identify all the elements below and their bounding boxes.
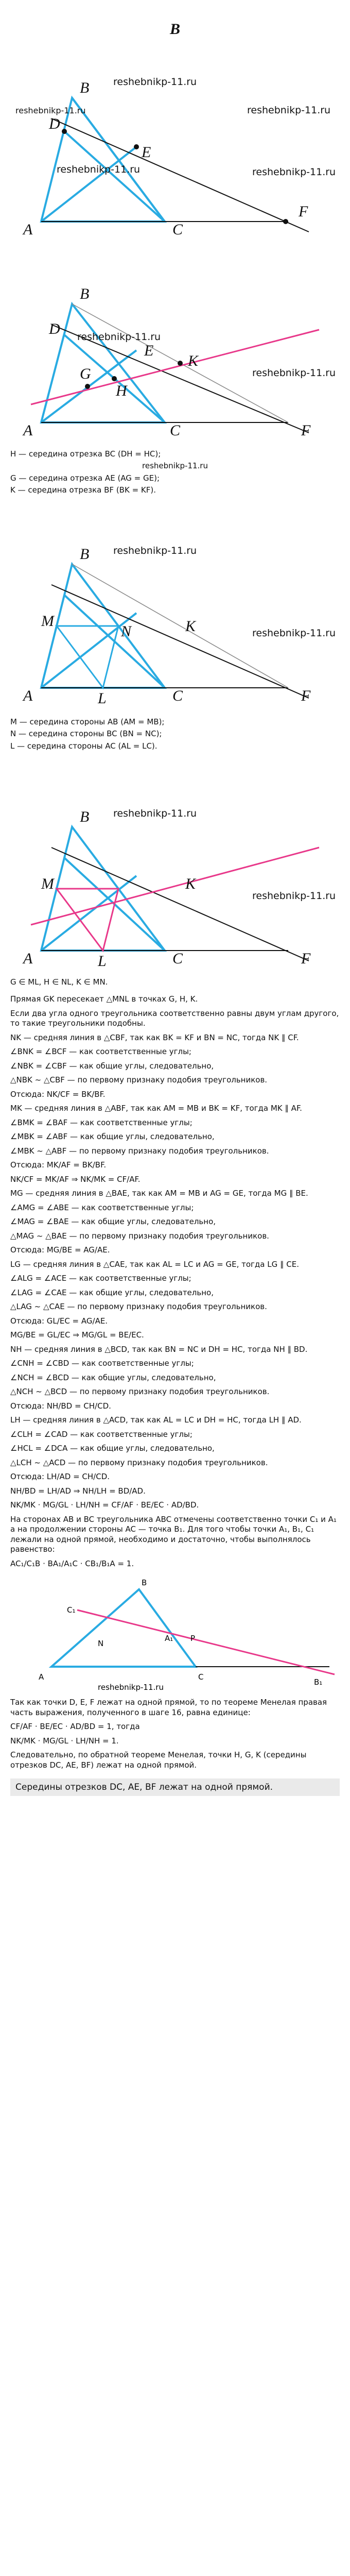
paragraph: CF/AF · BE/EC · AD/BD = 1, тогда — [10, 1722, 140, 1731]
paragraph: Отсюда: NK/CF = BK/BF. — [10, 1089, 106, 1099]
watermark: reshebnikp-11.ru — [247, 105, 331, 116]
paragraph: MG/BE = GL/EC ⇒ MG/GL = BE/EC. — [10, 1330, 144, 1340]
watermark: reshebnikp-11.ru — [113, 808, 197, 819]
label-c1: C₁ — [67, 1605, 76, 1615]
figure-4 — [0, 773, 350, 969]
label-b: B — [80, 79, 90, 96]
paragraph: ∠MBK ~ △ABF — по первому признаку подобия треугольников. — [10, 1146, 269, 1156]
paragraph: △NBK ~ △CBF — по первому признаку подобия треугольников. — [10, 1075, 268, 1084]
line-df — [51, 848, 309, 961]
paragraph: ∠HCL = ∠DCA — как общие углы, следовательно, — [10, 1444, 215, 1453]
point-f — [283, 219, 288, 224]
label-m: M — [41, 613, 54, 630]
label-l: L — [98, 953, 107, 969]
paragraph: ∠CNH = ∠CBD — как соответственные углы; — [10, 1359, 194, 1368]
paragraph: ∠ALG = ∠ACE — как соответственные углы; — [10, 1274, 191, 1283]
label-g: G — [80, 365, 91, 382]
paragraph: Отсюда: MG/BE = AG/AE. — [10, 1245, 110, 1255]
label-k: K — [188, 352, 199, 369]
watermark: reshebnikp-11.ru — [252, 367, 336, 379]
watermark: reshebnikp-11.ru — [77, 331, 161, 343]
definitions-1 — [10, 448, 340, 496]
label-m: M — [41, 875, 54, 892]
figure-menelaus — [10, 1574, 340, 1692]
label-f: F — [301, 950, 311, 967]
paragraph: LH — средняя линия в △ACD, так как AL = LC и DH = HC, тогда LH ∥ AD. — [10, 1415, 302, 1425]
paragraph: ∠NCH = ∠BCD — как общие углы, следовательно, — [10, 1372, 216, 1382]
label-d: D — [49, 320, 60, 337]
label-n: N — [121, 623, 132, 640]
paragraph: NH/BD = LH/AD ⇒ NH/LH = BD/AD. — [10, 1486, 146, 1496]
paragraph: ∠MAG = ∠BAE — как общие углы, следовательно, — [10, 1217, 216, 1226]
paragraph: NH — средняя линия в △BCD, так как BN = NC и DH = HC, тогда NH ∥ BD. — [10, 1344, 308, 1354]
watermark: reshebnikp-11.ru — [15, 106, 86, 115]
label-n: N — [98, 1639, 104, 1648]
label-c: C — [198, 1672, 204, 1682]
paragraph: NK/CF = MK/AF ⇒ NK/MK = CF/AF. — [10, 1174, 141, 1184]
paragraph: Отсюда: GL/EC = AG/AE. — [10, 1316, 108, 1326]
paragraph: ∠MBK = ∠ABF — как общие углы, следовательно, — [10, 1132, 215, 1141]
segment-ae — [41, 876, 136, 951]
paragraph: NK — средняя линия в △CBF, так как BK = KF и BN = NC, тогда NK ∥ CF. — [10, 1032, 299, 1042]
paragraph: △NCH ~ △BCD — по первому признаку подобия треугольников. — [10, 1387, 270, 1396]
paragraph: AC₁/C₁B · BA₁/A₁C · CB₁/B₁A = 1. — [10, 1558, 134, 1568]
label-b1: B₁ — [314, 1677, 323, 1687]
point-g — [85, 384, 90, 389]
paragraph: ∠BNK = ∠BCF — как соответственные углы; — [10, 1047, 191, 1056]
paragraph: Так как точки D, E, F лежат на одной прямой, то по теореме Менелая правая часть выражения, полученного в шаге 16, равна единице: — [10, 1698, 327, 1717]
figure-top-label: B — [169, 21, 180, 38]
definition-n: N — середина стороны BC (BN = NC); — [10, 729, 162, 739]
label-p: P — [190, 1634, 196, 1643]
definition-m: M — середина стороны AB (AM = MB); — [10, 717, 165, 726]
paragraph: ∠AMG = ∠ABE — как соответственные углы; — [10, 1202, 194, 1212]
figure-1 — [0, 31, 350, 237]
line-df — [51, 585, 309, 698]
point-h — [112, 376, 117, 381]
watermark: reshebnikp-11.ru — [142, 461, 208, 471]
watermark: reshebnikp-11.ru — [252, 628, 336, 639]
paragraph: △MAG ~ △BAE — по первому признаку подобия треугольников. — [10, 1231, 269, 1241]
paragraph: ∠BMK = ∠BAF — как соответственные углы; — [10, 1117, 192, 1127]
paragraph: ∠LAG = ∠CAE — как общие углы, следовательно, — [10, 1287, 214, 1297]
solution-text — [10, 994, 340, 1796]
paragraph: Отсюда: NH/BD = CH/CD. — [10, 1401, 111, 1411]
watermark: reshebnikp-11.ru — [98, 1683, 164, 1692]
paragraph: Отсюда: MK/AF = BK/BF. — [10, 1160, 107, 1170]
paragraph: Отсюда: LH/AD = CH/CD. — [10, 1472, 110, 1481]
label-a: A — [23, 422, 33, 438]
label-d: D — [49, 115, 60, 132]
label-k: K — [185, 618, 196, 635]
label-b: B — [142, 1578, 147, 1587]
definitions-2 — [10, 716, 340, 752]
label-b: B — [80, 546, 90, 563]
paragraph: NK/MK · MG/GL · LH/NH = 1. — [10, 1736, 119, 1745]
triangle-abc — [51, 1589, 196, 1667]
label-a: A — [23, 221, 33, 237]
watermark: reshebnikp-11.ru — [57, 164, 141, 175]
watermark: reshebnikp-11.ru — [113, 76, 197, 88]
label-a: A — [23, 687, 33, 704]
label-c: C — [172, 687, 183, 704]
paragraph: MK — средняя линия в △ABF, так как AM = MB и BK = KF, тогда MK ∥ AF. — [10, 1104, 302, 1113]
point-e — [134, 144, 139, 149]
label-f: F — [299, 203, 308, 220]
line-menelaus — [77, 1610, 335, 1674]
paragraph: △LCH ~ △ACD — по первому признаку подобия треугольников. — [10, 1458, 268, 1467]
paragraph: Прямая GK пересекает △MNL в точках G, H, K. — [10, 994, 198, 1004]
paragraph: ∠NBK = ∠CBF — как общие углы, следовательно, — [10, 1061, 214, 1071]
label-c: C — [172, 950, 183, 967]
label-b: B — [80, 808, 90, 825]
paragraph: Если два угла одного треугольника соответственно равны двум углам другого, то такие треугольники подобны. — [10, 1008, 339, 1028]
watermark: reshebnikp-11.ru — [113, 545, 197, 556]
label-f: F — [301, 687, 311, 704]
label-a: A — [39, 1672, 44, 1682]
watermark: reshebnikp-11.ru — [252, 890, 336, 902]
label-a1: A₁ — [165, 1634, 173, 1643]
paragraph: LG — средняя линия в △CAE, так как AL = LC и AG = GE, тогда LG ∥ CE. — [10, 1259, 299, 1269]
label-c: C — [170, 422, 181, 438]
paragraph: Следовательно, по обратной теореме Менелая, точки H, G, K (середины отрезков DC, AE, BF) лежат на одной прямой. — [10, 1750, 307, 1770]
conclusion: Середины отрезков DC, AE, BF лежат на одной прямой. — [10, 1778, 340, 1796]
label-f: F — [301, 422, 311, 438]
paragraph: NK/MK · MG/GL · LH/NH = CF/AF · BE/EC · AD/BD. — [10, 1500, 199, 1510]
definition-k: K — середина отрезка BF (BK = KF). — [10, 485, 156, 495]
figure-3 — [0, 510, 350, 706]
label-a: A — [23, 950, 33, 967]
label-k: K — [185, 875, 196, 892]
figure-2 — [0, 268, 350, 438]
label-b: B — [80, 285, 90, 302]
definition-g: G — середина отрезка AE (AG = GE); — [10, 473, 160, 483]
point-k — [178, 361, 183, 366]
paragraph: MG — средняя линия в △BAE, так как AM = MB и AG = GE, тогда MG ∥ BE. — [10, 1189, 308, 1198]
note-text: G ∈ ML, H ∈ NL, K ∈ MN. — [10, 977, 108, 987]
definition-l: L — середина стороны AC (AL = LC). — [10, 741, 157, 751]
label-l: L — [98, 690, 107, 706]
label-e: E — [142, 144, 151, 161]
paragraph: △LAG ~ △CAE — по первому признаку подобия треугольников. — [10, 1302, 267, 1311]
label-e: E — [144, 342, 154, 359]
watermark: reshebnikp-11.ru — [252, 166, 336, 178]
label-h: H — [116, 382, 127, 399]
point-d — [62, 129, 67, 134]
paragraph: На сторонах AB и BC треугольника ABC отмечены соответственно точки C₁ и A₁ а на продолжении стороны AC — точка B₁. Для того чтобы точки A₁, B₁, C₁ лежали на одной прямой, необходимо и достаточно, чтобы выполнялось равенство: — [10, 1514, 337, 1554]
definition-h: H — середина отрезка BC (DH = HC); — [10, 449, 161, 459]
paragraph: ∠CLH = ∠CAD — как соответственные углы; — [10, 1429, 192, 1439]
note-3 — [10, 976, 340, 988]
label-c: C — [172, 221, 183, 237]
